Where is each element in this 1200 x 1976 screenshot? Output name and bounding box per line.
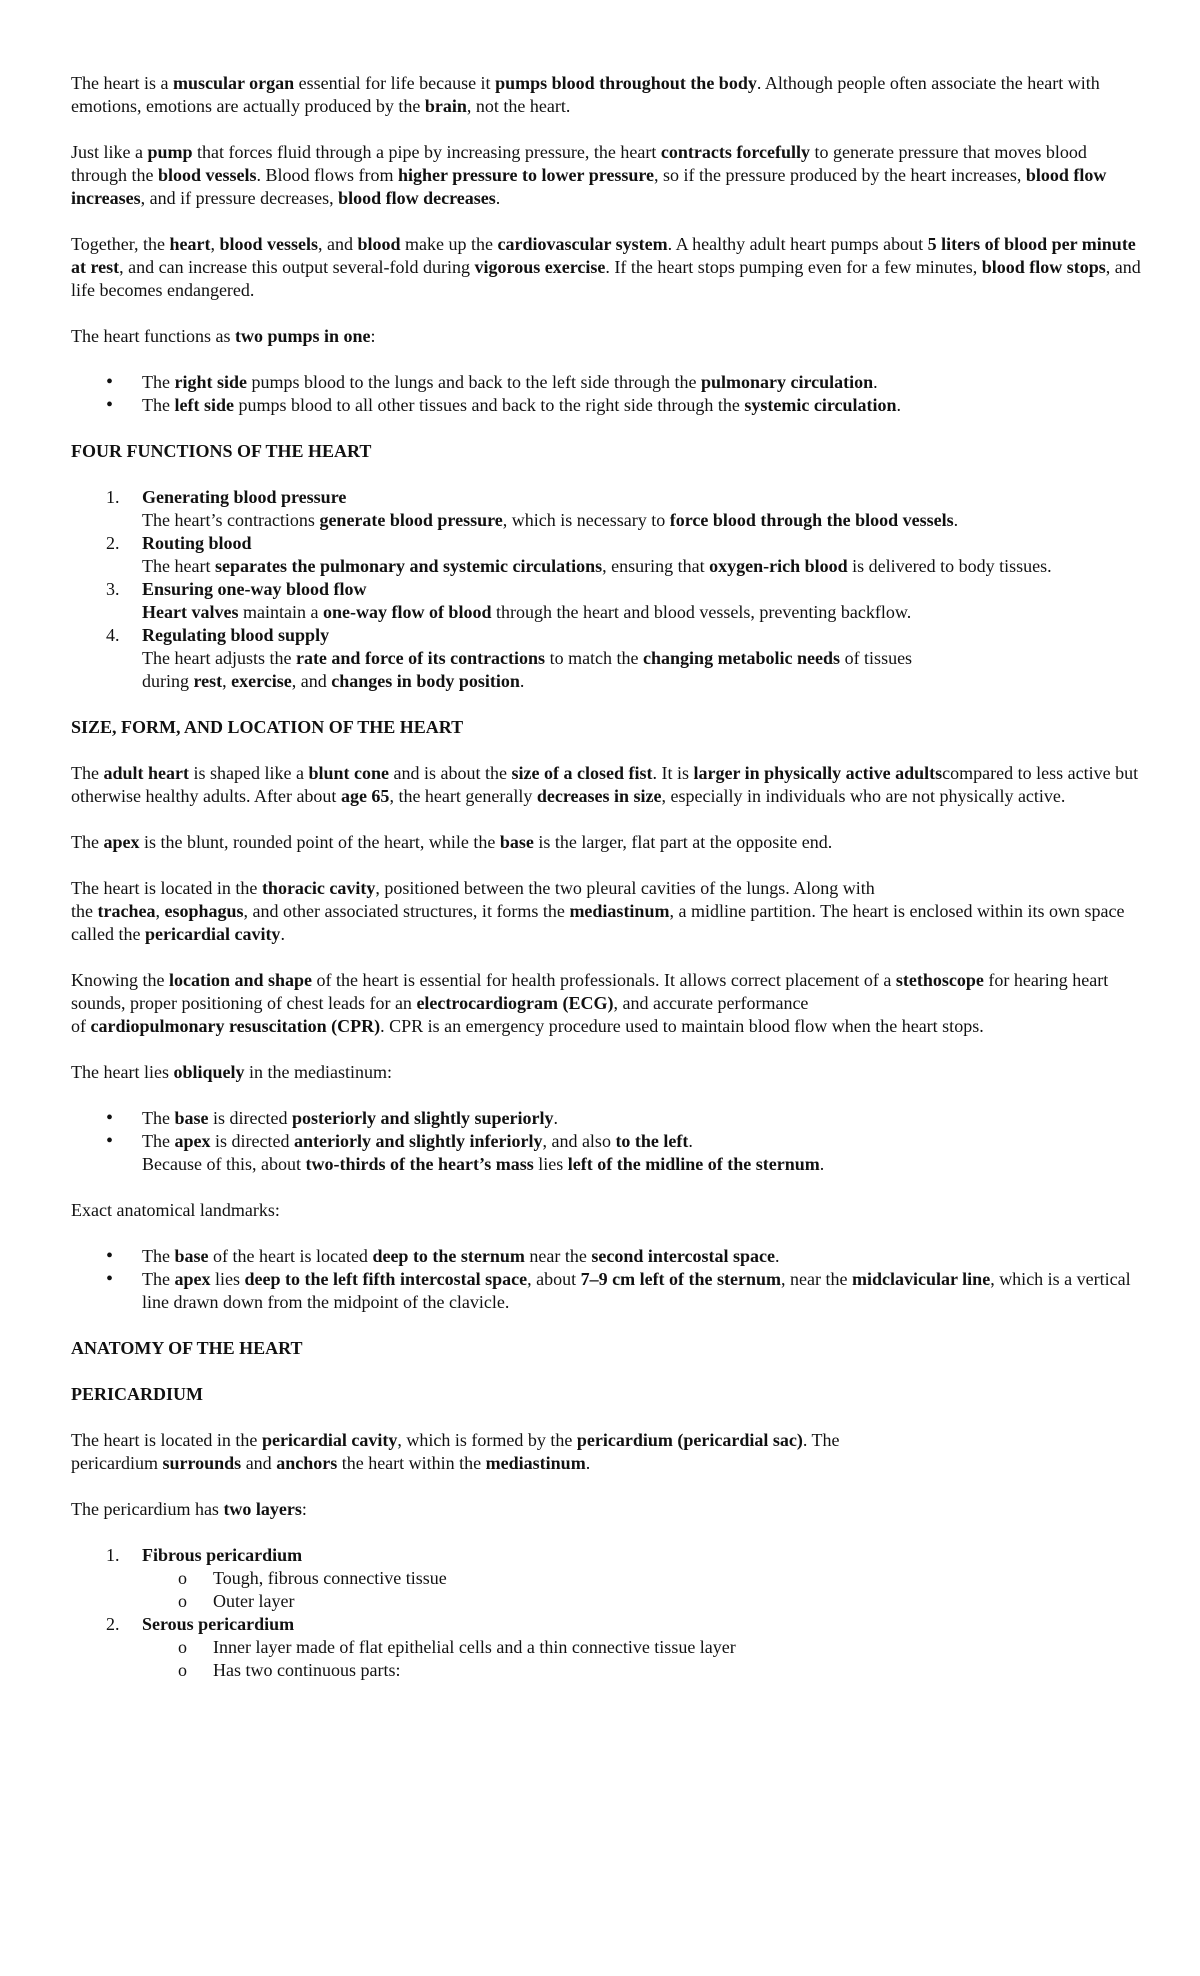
pump-paragraph: Just like a pump that forces fluid through a pipe by increasing pressure, the heart contracts forcefully to generate pressure that moves blood through the blood vessels. Blood flows from higher pressure to lower pressure, so if the pressure produced by the heart increases, blood flow increases, and if pressure decreases, blood flow decreases. (71, 142, 1107, 208)
list-item (106, 486, 1141, 532)
sub-list (142, 1636, 1141, 1682)
sub-list (142, 1567, 1141, 1613)
item-description: The heart adjusts the rate and force of its contractions to match the changing metabolic needs of tissues (142, 648, 913, 668)
item-number: 4. (106, 625, 120, 645)
oblique-paragraph: The heart lies obliquely in the mediastinum: (71, 1062, 392, 1082)
item-title: Routing blood (142, 533, 252, 553)
list-item: • The apex is directed anteriorly and slightly inferiorly, and also to the left. Because of this, about two-thirds of the heart’s mass lies left of the midline of the sternum. (142, 1130, 1141, 1176)
list-item: • The apex lies deep to the left fifth intercostal space, about 7–9 cm left of the sternum, near the midclavicular line, which is a vertical line drawn down from the midpoint of the clavicle. (142, 1268, 1141, 1314)
list-item: • The right side pumps blood to the lungs and back to the left side through the pulmonary circulation. (142, 371, 1141, 394)
landmarks-list (71, 1245, 1141, 1314)
list-item (106, 578, 1141, 624)
pump-sides-list (71, 371, 1141, 417)
clinical-relevance-paragraph: Knowing the location and shape of the heart is essential for health professionals. It allows correct placement of a stethoscope for hearing heart sounds, proper positioning of chest leads for an electrocardiogram (ECG), and accurate performance of cardiopulmonary resuscitation (CPR). CPR is an emergency procedure used to maintain blood flow when the heart stops. (71, 970, 1109, 1036)
pericardium-layers-list (71, 1544, 1141, 1682)
item-title: Serous pericardium (142, 1614, 295, 1634)
functions-list (71, 486, 1141, 693)
item-number: 3. (106, 579, 120, 599)
item-title: Ensuring one-way blood flow (142, 579, 367, 599)
adult-heart-paragraph: The adult heart is shaped like a blunt cone and is about the size of a closed fist. It is larger in physically active adultscompared to less active but otherwise healthy adults. After about age 65, the heart generally decreases in size, especially in individuals who are not physically active. (71, 763, 1139, 806)
section-heading-anatomy: ANATOMY OF THE HEART (71, 1338, 303, 1358)
two-layers-paragraph: The pericardium has two layers: (71, 1499, 307, 1519)
item-description: The heart’s contractions generate blood pressure, which is necessary to force blood through the blood vessels. (142, 510, 959, 530)
cardiovascular-paragraph: Together, the heart, blood vessels, and blood make up the cardiovascular system. A healthy adult heart pumps about 5 liters of blood per minute at rest, and can increase this output several-fold during vigorous exercise. If the heart stops pumping even for a few minutes, blood flow stops, and life becomes endangered. (71, 234, 1141, 300)
sub-list-item: o Has two continuous parts: (213, 1659, 1141, 1682)
list-item (106, 532, 1141, 578)
list-item: • The left side pumps blood to all other tissues and back to the right side through the systemic circulation. (142, 394, 1141, 417)
list-item (106, 1544, 1141, 1613)
section-heading-four-functions: FOUR FUNCTIONS OF THE HEART (71, 441, 372, 461)
two-pumps-paragraph: The heart functions as two pumps in one: (71, 326, 376, 346)
item-title: Generating blood pressure (142, 487, 347, 507)
item-number: 2. (106, 1614, 120, 1634)
pericardial-cavity-paragraph: The heart is located in the pericardial cavity, which is formed by the pericardium (pericardial sac). The pericardium surrounds and anchors the heart within the mediastinum. (71, 1430, 840, 1473)
item-description: Heart valves maintain a one-way flow of blood through the heart and blood vessels, preventing backflow. (142, 602, 912, 622)
apex-base-paragraph: The apex is the blunt, rounded point of the heart, while the base is the larger, flat part at the opposite end. (71, 832, 833, 852)
thoracic-cavity-paragraph: The heart is located in the thoracic cavity, positioned between the two pleural cavities of the lungs. Along with the trachea, esophagus, and other associated structures, it forms the mediastinum, a midline partition. The heart is enclosed within its own space called the pericardial cavity. (71, 878, 1125, 944)
landmarks-intro: Exact anatomical landmarks: (71, 1200, 280, 1220)
item-number: 1. (106, 487, 120, 507)
list-item (106, 624, 1141, 693)
intro-paragraph: The heart is a muscular organ essential for life because it pumps blood throughout the body. Although people often associate the heart with emotions, emotions are actually produced by the brain, not the heart. (71, 73, 1100, 116)
section-heading-size-form-location: SIZE, FORM, AND LOCATION OF THE HEART (71, 717, 464, 737)
item-number: 1. (106, 1545, 120, 1565)
item-title: Regulating blood supply (142, 625, 330, 645)
sub-list-item: o Tough, fibrous connective tissue (213, 1567, 1141, 1590)
item-number: 2. (106, 533, 120, 553)
sub-list-item: o Outer layer (213, 1590, 1141, 1613)
section-heading-pericardium: PERICARDIUM (71, 1384, 203, 1404)
sub-list-item: o Inner layer made of flat epithelial cells and a thin connective tissue layer (213, 1636, 1141, 1659)
item-description: The heart separates the pulmonary and systemic circulations, ensuring that oxygen-rich blood is delivered to body tissues. (142, 556, 1052, 576)
document-page (71, 72, 1141, 1705)
list-item: • The base is directed posteriorly and slightly superiorly. (142, 1107, 1141, 1130)
list-item (106, 1613, 1141, 1682)
item-title: Fibrous pericardium (142, 1545, 303, 1565)
orientation-list (71, 1107, 1141, 1176)
item-description-continued: during rest, exercise, and changes in body position. (142, 671, 525, 691)
list-item: • The base of the heart is located deep to the sternum near the second intercostal space. (142, 1245, 1141, 1268)
